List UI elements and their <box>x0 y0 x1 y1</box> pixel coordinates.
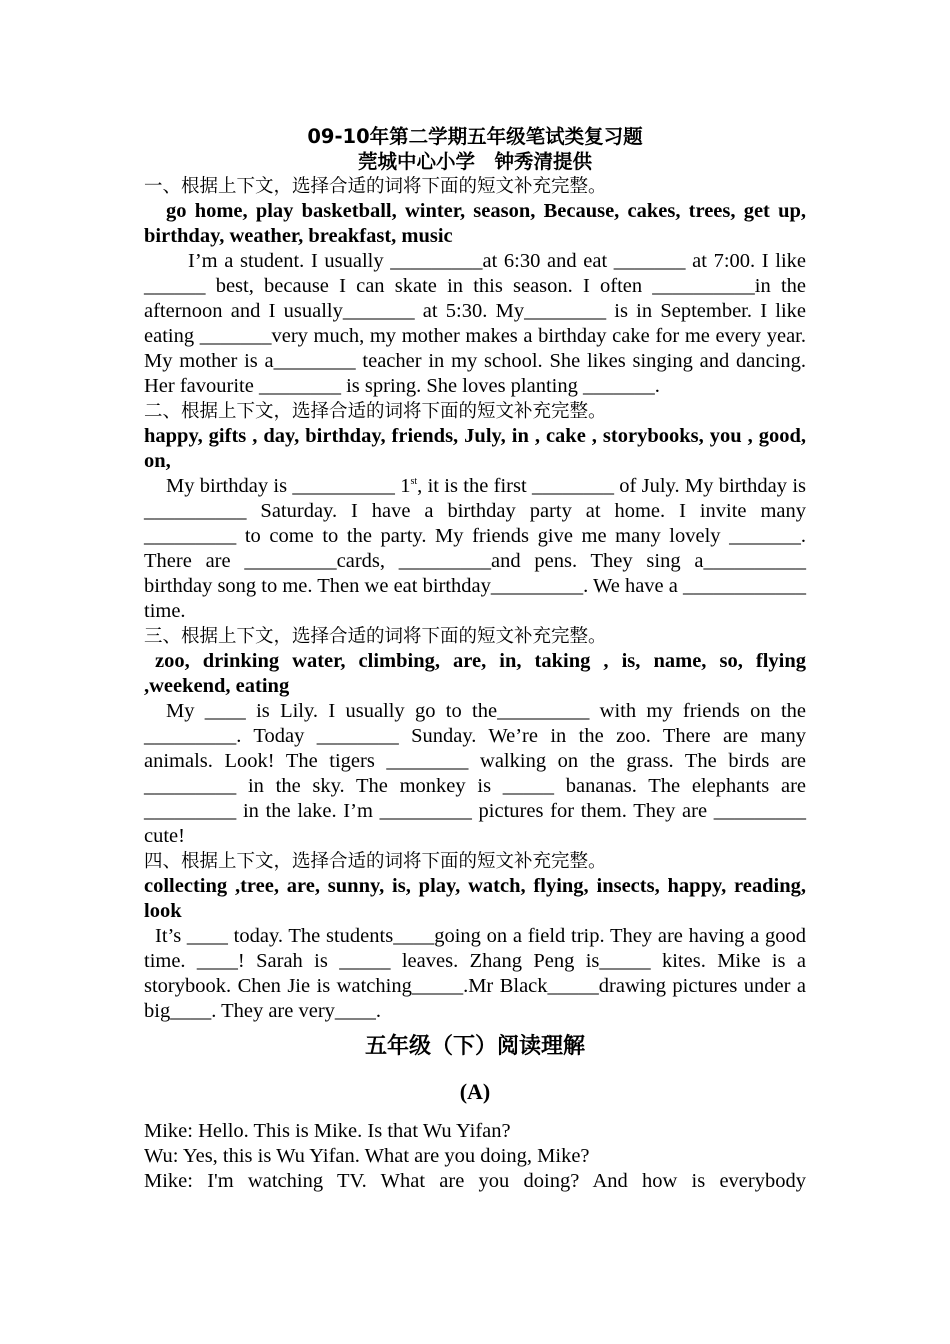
exercise-1-instruction: 一、根据上下文，选择合适的词将下面的短文补充完整。 <box>144 176 607 197</box>
document-page <box>144 124 806 1194</box>
exercise-4-instruction: 四、根据上下文，选择合适的词将下面的短文补充完整。 <box>144 851 607 872</box>
dialog-line: Mike: Hello. This is Mike. Is that Wu Yifan? <box>144 1120 511 1142</box>
exercise-2-passage-rest: , it is the first ________ of July. My birthday is __________ Saturday. I have a birthday party at home. I invite many _________ to come to the party. My friends give me many lovely _______. There are _________cards, _________and pens. They sing a__________ birthday song to me. Then we eat birthday_________. We have a ____________ time. <box>144 475 807 622</box>
exercise-2-passage <box>144 474 806 624</box>
exercise-3-word-bank: zoo, drinking water, climbing, are, in, taking , is, name, so, flying ,weekend, eating <box>144 650 806 697</box>
document-author-line: 莞城中心小学 钟秀清提供 <box>357 150 592 173</box>
exercise-3-instruction: 三、根据上下文，选择合适的词将下面的短文补充完整。 <box>144 626 607 647</box>
reading-section-title: 五年级（下）阅读理解 <box>364 1034 585 1059</box>
exercise-2-word-bank: happy, gifts , day, birthday, friends, July, in , cake , storybooks, you , good, on, <box>144 425 806 472</box>
dialog-line: Wu: Yes, this is Wu Yifan. What are you doing, Mike? <box>144 1145 590 1167</box>
exercise-4-word-bank: collecting ,tree, are, sunny, is, play, watch, flying, insects, happy, reading, look <box>144 875 806 922</box>
exercise-4-passage: It’s ____ today. The students____going on a field trip. They are having a good time. ____! Sarah is _____ leaves. Zhang Peng is_____ kites. Mike is a storybook. Chen Jie is watching_____.Mr Black_____drawing pictures under a big____. They are very____. <box>144 925 806 1022</box>
exercise-3-passage: My ____ is Lily. I usually go to the_________ with my friends on the _________. Today ________ Sunday. We’re in the zoo. There are many animals. Look! The tigers ________ walking on the grass. The birds are _________ in the sky. The monkey is _____ bananas. The elephants are _________ in the lake. I’m _________ pictures for them. They are _________ cute! <box>144 700 806 847</box>
exercise-2-instruction: 二、根据上下文，选择合适的词将下面的短文补充完整。 <box>144 401 607 422</box>
exercise-2-passage-start: My birthday is __________ 1 <box>166 475 411 497</box>
ordinal-suffix: st <box>410 476 418 488</box>
reading-dialog <box>144 1119 806 1194</box>
reading-part-label: (A) <box>459 1079 491 1104</box>
document-title: 09-10年第二学期五年级笔试类复习题 <box>307 125 643 148</box>
exercise-1-passage: I’m a student. I usually _________at 6:30 and eat _______ at 7:00. I like ______ best, because I can skate in this season. I often __________in the afternoon and I usually_______ at 5:30. My________ is in September. I like eating _______very much, my mother makes a birthday cake for me every year. My mother is a________ teacher in my school. She likes singing and dancing. Her favourite ________ is spring. She loves planting _______. <box>144 250 806 397</box>
exercise-1-word-bank: go home, play basketball, winter, season, Because, cakes, trees, get up, birthday, weather, breakfast, music <box>144 200 806 247</box>
dialog-line: Mike: I'm watching TV. What are you doing? And how is everybody <box>144 1170 806 1192</box>
